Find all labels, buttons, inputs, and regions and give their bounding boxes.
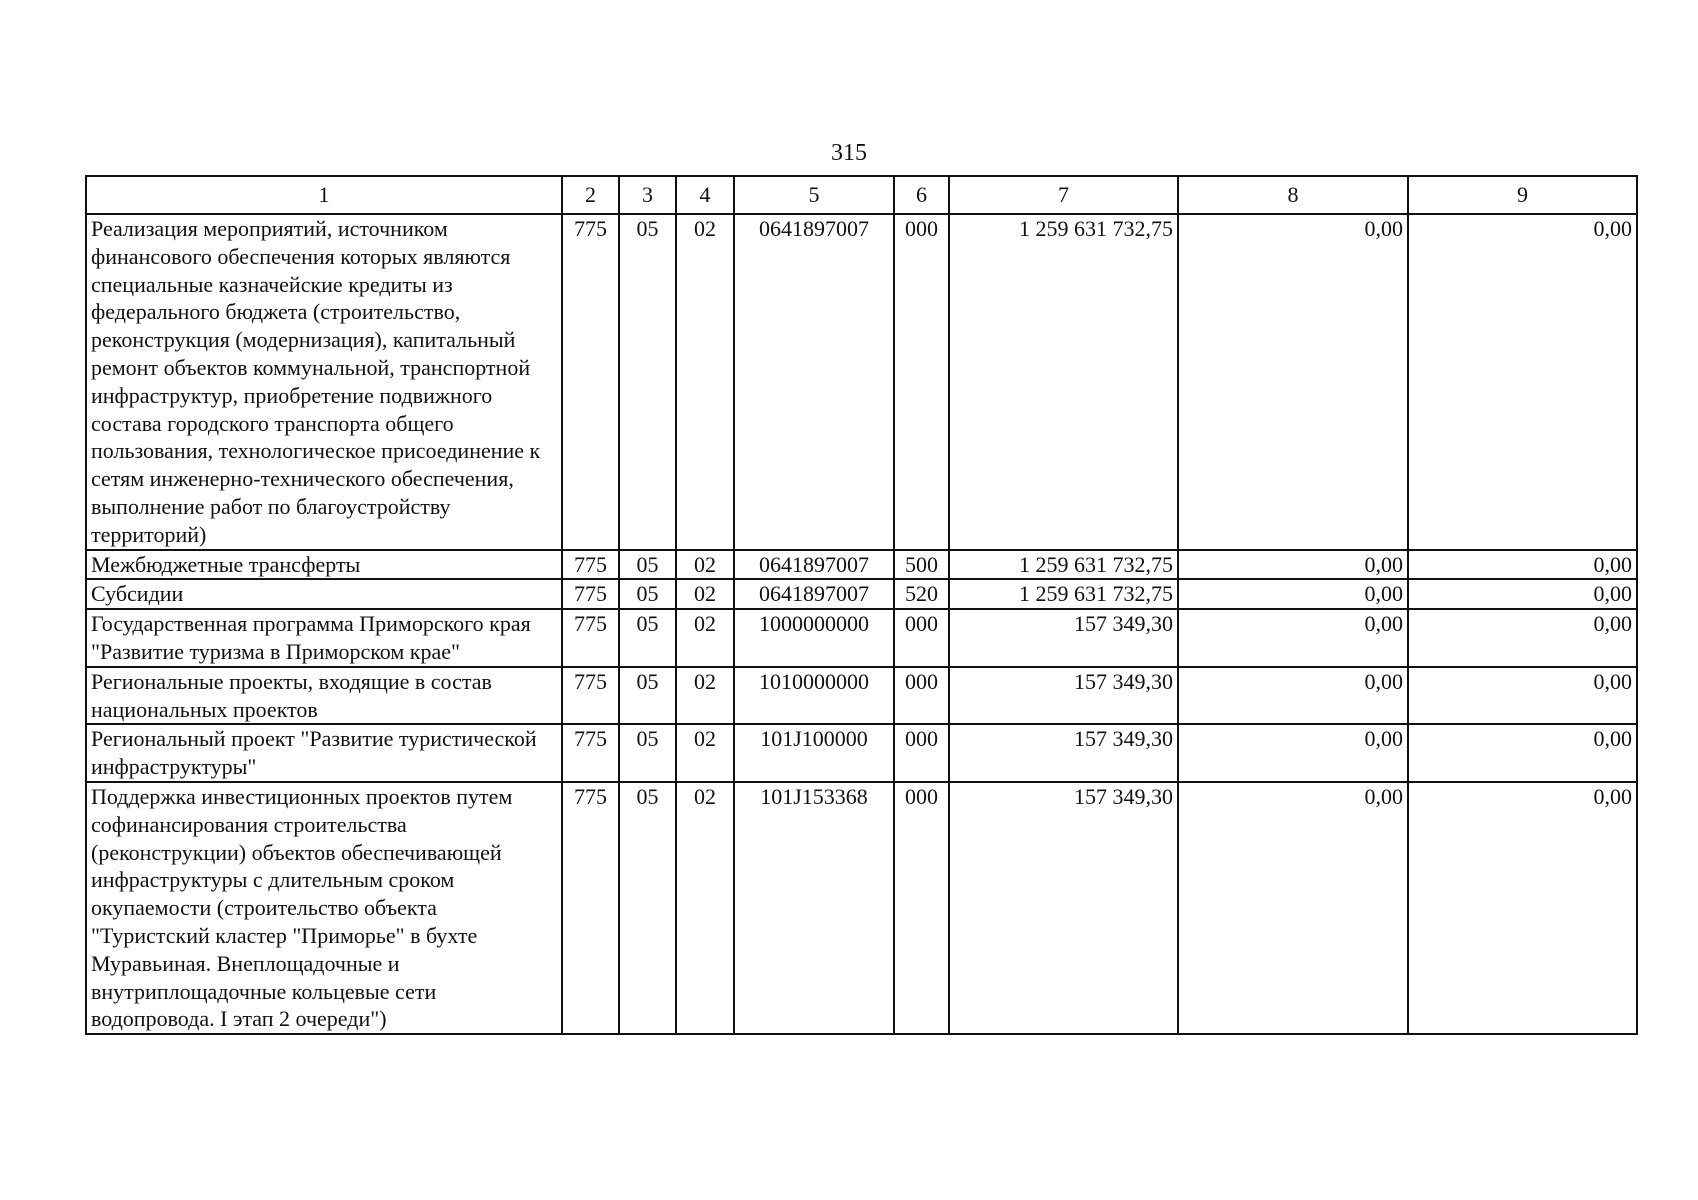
row-code-3: 05 bbox=[619, 782, 676, 1034]
budget-table bbox=[85, 175, 1638, 1035]
row-code-4: 02 bbox=[676, 579, 734, 609]
row-amount-9: 0,00 bbox=[1408, 782, 1637, 1034]
row-code-2: 775 bbox=[562, 609, 619, 667]
row-name: Поддержка инвестиционных проектов путем софинансирования строительства (реконструкции) объектов обеспечивающей инфраструктуры с длительным сроком окупаемости (строительство объекта "Туристский кластер "Приморье" в бухте Муравьиная. Внеплощадочные и внутриплощадочные кольцевые сети водопровода. I этап 2 очереди") bbox=[86, 782, 562, 1034]
row-amount-7: 157 349,30 bbox=[949, 609, 1178, 667]
row-code-5: 101J100000 bbox=[734, 724, 894, 782]
row-code-2: 775 bbox=[562, 579, 619, 609]
column-header: 9 bbox=[1408, 176, 1637, 214]
row-amount-9: 0,00 bbox=[1408, 724, 1637, 782]
row-code-6: 000 bbox=[894, 724, 949, 782]
row-amount-8: 0,00 bbox=[1178, 550, 1408, 580]
row-name: Межбюджетные трансферты bbox=[86, 550, 562, 580]
row-amount-9: 0,00 bbox=[1408, 667, 1637, 725]
row-amount-7: 1 259 631 732,75 bbox=[949, 550, 1178, 580]
row-amount-9: 0,00 bbox=[1408, 579, 1637, 609]
row-code-3: 05 bbox=[619, 667, 676, 725]
row-code-5: 1000000000 bbox=[734, 609, 894, 667]
row-code-3: 05 bbox=[619, 609, 676, 667]
row-name: Государственная программа Приморского края "Развитие туризма в Приморском крае" bbox=[86, 609, 562, 667]
row-code-5: 1010000000 bbox=[734, 667, 894, 725]
row-code-4: 02 bbox=[676, 782, 734, 1034]
row-amount-7: 157 349,30 bbox=[949, 782, 1178, 1034]
row-amount-8: 0,00 bbox=[1178, 214, 1408, 550]
row-code-6: 500 bbox=[894, 550, 949, 580]
row-code-6: 520 bbox=[894, 579, 949, 609]
row-amount-7: 1 259 631 732,75 bbox=[949, 214, 1178, 550]
row-code-2: 775 bbox=[562, 667, 619, 725]
row-code-5: 0641897007 bbox=[734, 579, 894, 609]
column-header: 8 bbox=[1178, 176, 1408, 214]
row-amount-8: 0,00 bbox=[1178, 609, 1408, 667]
row-code-5: 0641897007 bbox=[734, 214, 894, 550]
row-name: Субсидии bbox=[86, 579, 562, 609]
row-code-6: 000 bbox=[894, 609, 949, 667]
row-code-4: 02 bbox=[676, 667, 734, 725]
row-code-4: 02 bbox=[676, 214, 734, 550]
row-amount-7: 157 349,30 bbox=[949, 724, 1178, 782]
table-row bbox=[86, 782, 1637, 1034]
row-amount-9: 0,00 bbox=[1408, 550, 1637, 580]
column-header: 5 bbox=[734, 176, 894, 214]
row-amount-8: 0,00 bbox=[1178, 667, 1408, 725]
column-header: 4 bbox=[676, 176, 734, 214]
column-header: 2 bbox=[562, 176, 619, 214]
table-row bbox=[86, 579, 1637, 609]
row-code-2: 775 bbox=[562, 214, 619, 550]
row-name: Региональные проекты, входящие в состав национальных проектов bbox=[86, 667, 562, 725]
table-row bbox=[86, 550, 1637, 580]
column-header: 7 bbox=[949, 176, 1178, 214]
table-row bbox=[86, 609, 1637, 667]
row-code-5: 0641897007 bbox=[734, 550, 894, 580]
row-amount-9: 0,00 bbox=[1408, 214, 1637, 550]
header-row bbox=[86, 176, 1637, 214]
row-amount-7: 157 349,30 bbox=[949, 667, 1178, 725]
row-code-2: 775 bbox=[562, 724, 619, 782]
row-amount-8: 0,00 bbox=[1178, 782, 1408, 1034]
row-code-6: 000 bbox=[894, 214, 949, 550]
table-row bbox=[86, 724, 1637, 782]
table-row bbox=[86, 214, 1637, 550]
row-code-4: 02 bbox=[676, 609, 734, 667]
row-name: Региональный проект "Развитие туристической инфраструктуры" bbox=[86, 724, 562, 782]
row-amount-8: 0,00 bbox=[1178, 579, 1408, 609]
column-header: 3 bbox=[619, 176, 676, 214]
row-amount-7: 1 259 631 732,75 bbox=[949, 579, 1178, 609]
row-code-4: 02 bbox=[676, 550, 734, 580]
column-header: 1 bbox=[86, 176, 562, 214]
row-code-6: 000 bbox=[894, 782, 949, 1034]
table-row bbox=[86, 667, 1637, 725]
row-code-2: 775 bbox=[562, 550, 619, 580]
row-code-3: 05 bbox=[619, 579, 676, 609]
row-code-3: 05 bbox=[619, 214, 676, 550]
page-number: 315 bbox=[831, 140, 867, 166]
row-amount-9: 0,00 bbox=[1408, 609, 1637, 667]
row-code-6: 000 bbox=[894, 667, 949, 725]
row-code-3: 05 bbox=[619, 724, 676, 782]
row-code-3: 05 bbox=[619, 550, 676, 580]
row-code-4: 02 bbox=[676, 724, 734, 782]
row-amount-8: 0,00 bbox=[1178, 724, 1408, 782]
row-name: Реализация мероприятий, источником финансового обеспечения которых являются специальные казначейские кредиты из федерального бюджета (строительство, реконструкция (модернизация), капитальный ремонт объектов коммунальной, транспортной инфраструктур, приобретение подвижного состава городского транспорта общего пользования, технологическое присоединение к сетям инженерно-технического обеспечения, выполнение работ по благоустройству территорий) bbox=[86, 214, 562, 550]
row-code-5: 101J153368 bbox=[734, 782, 894, 1034]
row-code-2: 775 bbox=[562, 782, 619, 1034]
column-header: 6 bbox=[894, 176, 949, 214]
